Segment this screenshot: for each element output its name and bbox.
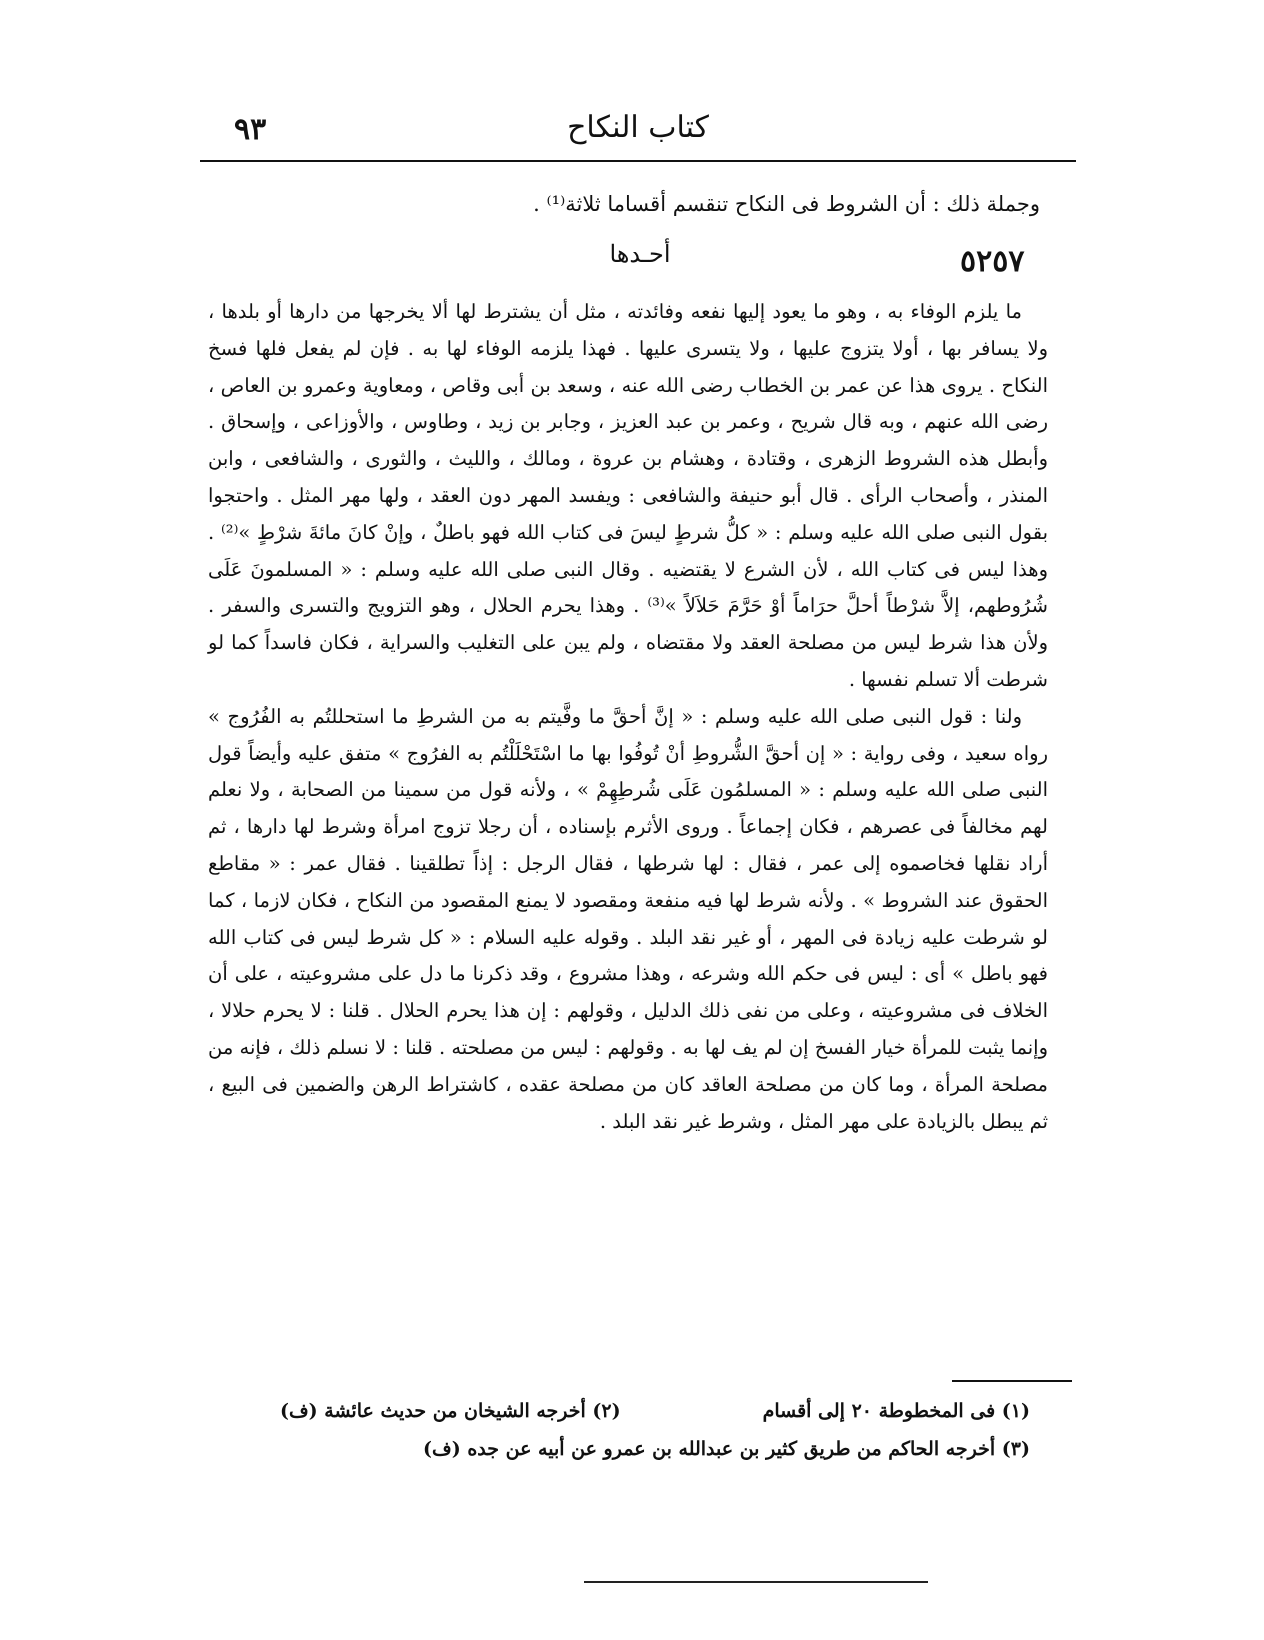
footnotes (280, 1392, 1030, 1468)
hadith-number: ٥٢٥٧ (960, 244, 1025, 279)
paragraph-2: ولنا : قول النبى صلى الله عليه وسلم : « إنَّ أحقَّ ما وفَّيتم به من الشرطِ ما استحللتُم به الفُرُوج » رواه سعيد ، وفى رواية : « إن أحقَّ الشُّروطِ أنْ تُوفُوا بها ما اسْتَحْلَلْتُم به الفرُوج » متفق عليه وأيضاً قول النبى صلى الله عليه وسلم : « المسلمُون عَلَى شُرطِهِمْ » ، ولأنه قول من سمينا من الصحابة ، ولا نعلم لهم مخالفاً فى عصرهم ، فكان إجماعاً . وروى الأثرم بإسناده ، أن رجلا تزوج امرأة وشرط لها دارها ، ثم أراد نقلها فخاصموه إلى عمر ، فقال : لها شرطها ، فقال الرجل : إذاً تطلقينا . فقال عمر : « مقاطع الحقوق عند الشروط » . ولأنه شرط لها فيه منفعة ومقصود لا يمنع المقصود من النكاح ، فكان لازما ، كما لو شرطت عليه زيادة فى المهر ، أو غير نقد البلد . وقوله عليه السلام : « كل شرط ليس فى كتاب الله فهو باطل » أى : ليس فى حكم الله وشرعه ، وهذا مشروع ، وقد ذكرنا ما دل على مشروعيته ، على أن الخلاف فى مشروعيته ، وعلى من نفى ذلك الدليل ، وقولهم : إن هذا يحرم الحلال . قلنا : لا يحرم حلالا ، وإنما يثبت للمرأة خيار الفسخ إن لم يف لها به . وقولهم : ليس من مصلحته . قلنا : لا نسلم ذلك ، فإنه من مصلحة المرأة ، وما كان من مصلحة العاقد كان من مصلحة عقده ، كاشتراط الرهن والضمين فى البيع ، ثم يبطل بالزيادة على مهر المثل ، وشرط غير نقد البلد . (208, 704, 1048, 1133)
bottom-rule (584, 1581, 928, 1583)
footnote-row (280, 1392, 1030, 1430)
footnote-2: (٢) أخرجه الشيخان من حديث عائشة (ف) (280, 1400, 621, 1422)
page-number: ٩٣ (234, 112, 267, 147)
intro-line: وجملة ذلك : أن الشروط فى النكاح تنقسم أقساما ثلاثة⁽¹⁾ . (533, 192, 1040, 216)
paragraph-1: ما يلزم الوفاء به ، وهو ما يعود إليها نفعه وفائدته ، مثل أن يشترط لها ألا يخرجها من دارها أو بلدها ، ولا يسافر بها ، أولا يتزوج عليها ، ولا يتسرى عليها . فهذا يلزمه الوفاء لها به . فإن لم يفعل فلها فسخ النكاح . يروى هذا عن عمر بن الخطاب رضى الله عنه ، وسعد بن أبى وقاص ، ومعاوية وعمرو بن العاص ، رضى الله عنهم ، وبه قال شريح ، وعمر بن عبد العزيز ، وجابر بن زيد ، وطاوس ، والأوزاعى ، وإسحاق . وأبطل هذه الشروط الزهرى ، وقتادة ، وهشام بن عروة ، ومالك ، والليث ، والثورى ، والشافعى ، وابن المنذر ، وأصحاب الرأى . قال أبو حنيفة والشافعى : ويفسد المهر دون العقد ، ولها مهر المثل . واحتجوا بقول النبى صلى الله عليه وسلم : « كلُّ شرطٍ ليسَ فى كتاب الله فهو باطلٌ ، وإنْ كانَ مائةَ شرْطٍ »⁽²⁾ . وهذا ليس فى كتاب الله ، لأن الشرع لا يقتضيه . وقال النبى صلى الله عليه وسلم : « المسلمونَ عَلَى شُرُوطهم، إلاَّ شرْطاً أحلَّ حرَاماً أوْ حَرَّمَ حَلاَلاً »⁽³⁾ . وهذا يحرم الحلال ، وهو التزويج والتسرى والسفر . ولأن هذا شرط ليس من مصلحة العقد ولا مقتضاه ، ولم يبن على التغليب والسراية ، فكان فاسداً كما لو شرطت ألا تسلم نفسها . (208, 300, 1048, 691)
footnote-rule (952, 1380, 1072, 1382)
footnote-1: (١) فى المخطوطة ٢٠ إلى أقسام (762, 1400, 1030, 1422)
body-text (208, 294, 1048, 1140)
running-title: كتاب النكاح (567, 110, 709, 145)
section-heading: أحـدها (609, 240, 671, 268)
page-header (200, 108, 1076, 160)
footnote-3: (٣) أخرجه الحاكم من طريق كثير بن عبدالله بن عمرو عن أبيه عن جده (ف) (423, 1438, 1030, 1460)
header-rule (200, 160, 1076, 162)
